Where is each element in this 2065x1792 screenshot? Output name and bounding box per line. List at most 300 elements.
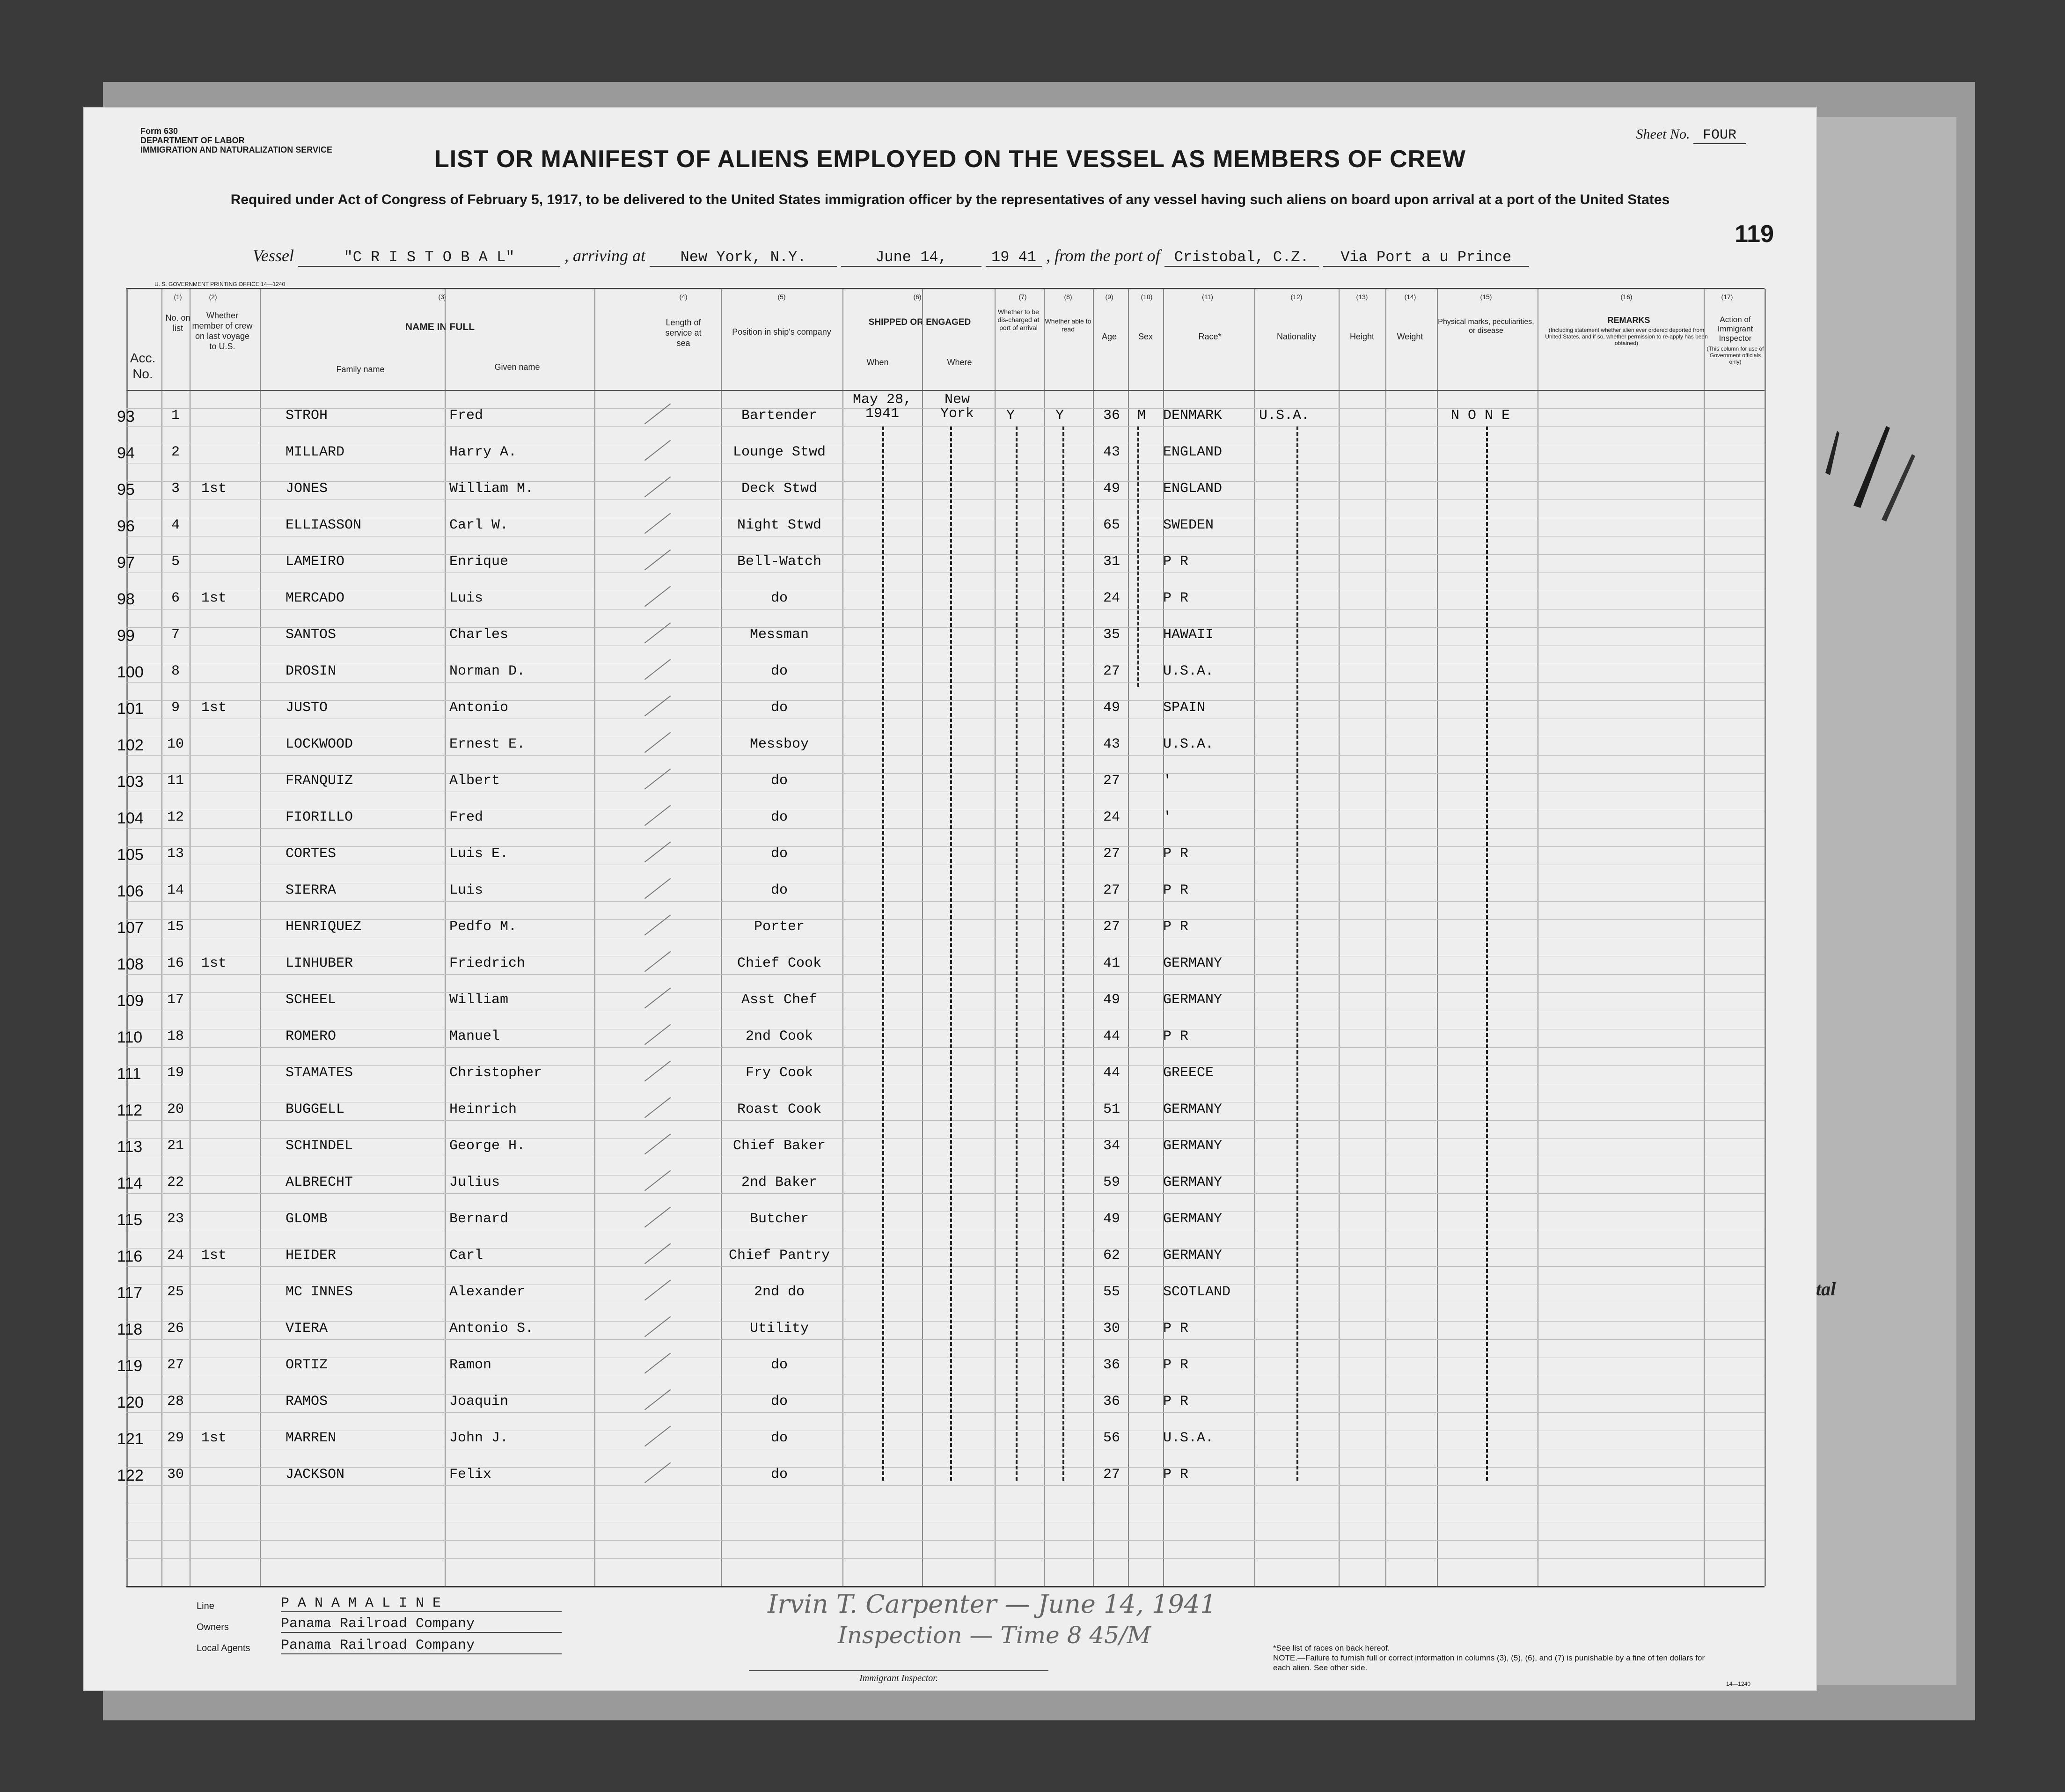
cell-no: 15	[167, 919, 184, 935]
service-tick-mark	[644, 805, 671, 826]
cell-position: Utility	[749, 1321, 809, 1337]
table-row	[117, 541, 1765, 577]
cell-race: GERMANY	[1163, 1211, 1223, 1227]
service-tick-mark	[644, 1243, 671, 1264]
table-row	[117, 1052, 1765, 1088]
cell-no: 8	[171, 663, 180, 679]
cell-position: do	[770, 663, 788, 679]
manifest-page	[84, 108, 1816, 1690]
table-row	[117, 504, 1765, 541]
cell-acc: 119	[117, 1357, 143, 1375]
cell-family: FRANQUIZ	[286, 773, 353, 789]
arriving-port: New York, N.Y.	[650, 249, 837, 267]
cell-position: Messman	[749, 627, 809, 643]
col-nationality: Nationality	[1276, 332, 1317, 341]
arrival-year: 19 41	[986, 249, 1042, 267]
ledger-line	[126, 1558, 1765, 1559]
cell-acc: 115	[117, 1211, 143, 1229]
cell-acc: 122	[117, 1467, 144, 1484]
service-tick-mark	[644, 1134, 671, 1155]
ditto-line	[882, 426, 884, 1481]
cell-position: Deck Stwd	[741, 481, 818, 497]
cell-position: do	[770, 1394, 788, 1410]
cell-acc: 110	[117, 1028, 143, 1046]
service-tick-mark	[644, 1353, 671, 1374]
cell-age: 49	[1103, 1211, 1120, 1227]
cell-family: SIERRA	[286, 882, 337, 898]
cell-given: Luis	[449, 882, 483, 898]
cell-given: Joaquin	[449, 1394, 509, 1410]
cell-no: 10	[167, 736, 184, 752]
table-row	[117, 1454, 1765, 1490]
table-row	[117, 1125, 1765, 1161]
cell-given: Bernard	[449, 1211, 509, 1227]
cell-race: P R	[1163, 1357, 1189, 1373]
cell-race: GERMANY	[1163, 955, 1223, 971]
cell-position: Chief Cook	[737, 955, 822, 971]
cell-position: do	[770, 1357, 788, 1373]
cell-acc: 113	[117, 1138, 143, 1156]
cell-given: Luis	[449, 590, 483, 606]
ditto-line	[1062, 426, 1064, 1481]
service-tick-mark	[644, 732, 671, 753]
cell-no: 4	[171, 517, 180, 533]
stamp-number: 119	[1735, 220, 1774, 248]
col-17-number: (17)	[1721, 293, 1733, 301]
cell-position: Night Stwd	[737, 517, 822, 533]
service-tick-mark	[644, 1207, 671, 1228]
cell-family: HEIDER	[286, 1248, 337, 1263]
line-label: Line	[197, 1601, 214, 1611]
cell-age: 27	[1103, 1467, 1120, 1483]
service-tick-mark	[644, 1061, 671, 1082]
col-length-of-service: Length of service at sea	[665, 318, 702, 348]
cell-given: John J.	[449, 1430, 509, 1446]
cell-no: 23	[167, 1211, 184, 1227]
table-row	[117, 942, 1765, 979]
cell-acc: 101	[117, 700, 144, 718]
cell-no: 7	[171, 627, 180, 643]
col-8-number: (8)	[1064, 293, 1072, 301]
cell-acc: 98	[117, 590, 135, 608]
cell-last: 1st	[201, 955, 227, 971]
cell-position: do	[770, 1467, 788, 1483]
cell-age: 49	[1103, 700, 1120, 716]
cell-given: Fred	[449, 408, 483, 424]
cell-no: 2	[171, 444, 180, 460]
cell-position: 2nd Baker	[741, 1175, 818, 1190]
service-tick-mark	[644, 878, 671, 899]
col-sex: Sex	[1138, 332, 1153, 341]
cell-position: do	[770, 773, 788, 789]
cell-position: do	[770, 700, 788, 716]
table-row	[117, 1015, 1765, 1052]
cell-race: GERMANY	[1163, 992, 1223, 1008]
table-row	[117, 1161, 1765, 1198]
cell-race: U.S.A.	[1163, 663, 1214, 679]
cell-given: Ernest E.	[449, 736, 526, 752]
cell-given: William M.	[449, 481, 534, 497]
agents-value: Panama Railroad Company	[281, 1638, 562, 1654]
vessel-name: "C R I S T O B A L"	[298, 249, 560, 267]
cell-age: 35	[1103, 627, 1120, 643]
cell-no: 22	[167, 1175, 184, 1190]
svg-text:Inspection — Time 8 45/M: Inspection — Time 8 45/M	[838, 1622, 1151, 1648]
cell-last: 1st	[201, 1430, 227, 1446]
table-row	[117, 614, 1765, 650]
col-14-number: (14)	[1404, 293, 1416, 301]
cell-given: Ramon	[449, 1357, 492, 1373]
table-row	[117, 833, 1765, 869]
cell-race: P R	[1163, 1028, 1189, 1044]
cell-race: SWEDEN	[1163, 517, 1214, 533]
departure-port: Cristobal, C.Z.	[1164, 249, 1319, 267]
cell-no: 5	[171, 554, 180, 570]
via-port: Via Port a u Prince	[1323, 249, 1529, 267]
cell-race: '	[1163, 773, 1172, 789]
col-13-number: (13)	[1356, 293, 1368, 301]
form-label: Form 630 DEPARTMENT OF LABOR IMMIGRATION AND NATURALIZATION SERVICE	[140, 126, 332, 154]
cell-age: 36	[1103, 1357, 1120, 1373]
cell-position: do	[770, 882, 788, 898]
cell-age: 31	[1103, 554, 1120, 570]
col-position: Position in ship's company	[732, 327, 831, 337]
cell-no: 6	[171, 590, 180, 606]
cell-no: 21	[167, 1138, 184, 1154]
col-no-on-list: No. on list	[165, 313, 190, 333]
cell-race: ENGLAND	[1163, 481, 1223, 497]
cell-race: P R	[1163, 1321, 1189, 1337]
cell-race: HAWAII	[1163, 627, 1214, 643]
cell-no: 20	[167, 1102, 184, 1117]
col-4-number: (4)	[679, 293, 688, 301]
service-tick-mark	[644, 1316, 671, 1337]
table-row	[117, 431, 1765, 468]
cell-family: GLOMB	[286, 1211, 328, 1227]
cell-race: P R	[1163, 1467, 1189, 1483]
service-tick-mark	[644, 1389, 671, 1410]
cell-race: P R	[1163, 882, 1189, 898]
table-row	[117, 723, 1765, 760]
service-tick-mark	[644, 586, 671, 607]
cell-family: ELLIASSON	[286, 517, 362, 533]
table-row	[117, 1271, 1765, 1307]
cell-age: 41	[1103, 955, 1120, 971]
arrival-date: June 14,	[841, 249, 981, 267]
col-able-to-read: Whether able to read	[1045, 317, 1091, 333]
table-row	[117, 687, 1765, 723]
service-tick-mark	[644, 1280, 671, 1301]
cell-given: Antonio S.	[449, 1321, 534, 1337]
col-action-inspector: Action of Immigrant Inspector	[1717, 315, 1753, 343]
cell-age: 27	[1103, 919, 1120, 935]
cell-no: 19	[167, 1065, 184, 1081]
cell-age: 44	[1103, 1028, 1120, 1044]
cell-no: 27	[167, 1357, 184, 1373]
cell-race: GERMANY	[1163, 1102, 1223, 1117]
cell-given: Heinrich	[449, 1102, 517, 1117]
cell-age: 51	[1103, 1102, 1120, 1117]
table-row	[117, 1344, 1765, 1381]
cell-race: DENMARK	[1163, 408, 1223, 424]
cell-position: Roast Cook	[737, 1102, 822, 1117]
cell-given: Friedrich	[449, 955, 526, 971]
cell-race: GREECE	[1163, 1065, 1214, 1081]
column-divider	[1765, 289, 1766, 1586]
cell-given: Alexander	[449, 1284, 526, 1300]
col-family-name: Family name	[336, 365, 385, 374]
col-3-number: (3)	[438, 293, 447, 301]
table-row	[117, 1198, 1765, 1234]
cell-age: 36	[1103, 1394, 1120, 1410]
line-value: P A N A M A L I N E	[281, 1595, 562, 1612]
cell-age: 49	[1103, 992, 1120, 1008]
cell-family: ALBRECHT	[286, 1175, 353, 1190]
table-row	[117, 1234, 1765, 1271]
cell-acc: 106	[117, 882, 144, 900]
table-row	[117, 577, 1765, 614]
cell-family: FIORILLO	[286, 809, 353, 825]
cell-last: 1st	[201, 700, 227, 716]
side-annotation: tal	[1816, 1278, 1836, 1300]
cell-position: Chief Baker	[732, 1138, 826, 1154]
cell-race: GERMANY	[1163, 1175, 1223, 1190]
col-16-number: (16)	[1620, 293, 1633, 301]
table-row	[117, 1307, 1765, 1344]
cell-family: LAMEIRO	[286, 554, 345, 570]
service-tick-mark	[644, 951, 671, 972]
cell-acc: 93	[117, 408, 135, 426]
owners-label: Owners	[197, 1622, 229, 1632]
form-code: 14—1240	[1726, 1681, 1750, 1687]
cell-family: DROSIN	[286, 663, 337, 679]
cell-family: STROH	[286, 408, 328, 424]
svg-text:Irvin T. Carpenter — June 14,: Irvin T. Carpenter — June 14, 1941	[768, 1589, 1216, 1619]
cell-acc: 95	[117, 481, 135, 499]
cell-last: 1st	[201, 590, 227, 606]
cell-family: HENRIQUEZ	[286, 919, 362, 935]
table-row	[117, 1417, 1765, 1454]
cell-race: SPAIN	[1163, 700, 1206, 716]
cell-given: Carl	[449, 1248, 483, 1263]
service-tick-mark	[644, 1462, 671, 1484]
vessel-line: Vessel "C R I S T O B A L" , arriving at New York, N.Y. June 14, 19 41 , from the port of Cristobal, C.Z. Via Port a u Prince	[253, 246, 1750, 267]
cell-age: 49	[1103, 481, 1120, 497]
cell-position: do	[770, 590, 788, 606]
cell-position: Lounge Stwd	[732, 444, 826, 460]
cell-position: Asst Chef	[741, 992, 818, 1008]
cell-acc: 102	[117, 736, 144, 754]
cell-acc: 111	[117, 1065, 141, 1083]
page-subtitle: Required under Act of Congress of February 5, 1917, to be delivered to the United States immigration officer by the representatives of any vessel having such aliens on board upon arrival at a port of the United States	[230, 192, 1670, 207]
cell-race: ENGLAND	[1163, 444, 1223, 460]
cell-no: 30	[167, 1467, 184, 1483]
table-row	[117, 760, 1765, 796]
cell-given: Julius	[449, 1175, 500, 1190]
agents-label: Local Agents	[197, 1643, 250, 1653]
cell-acc: 114	[117, 1175, 143, 1192]
cell-family: MERCADO	[286, 590, 345, 606]
service-tick-mark	[644, 1426, 671, 1447]
col-5-number: (5)	[777, 293, 786, 301]
cell-race: U.S.A.	[1163, 736, 1214, 752]
cell-marks: N O N E	[1451, 408, 1510, 424]
cell-age: 27	[1103, 663, 1120, 679]
cell-race: P R	[1163, 919, 1189, 935]
service-tick-mark	[644, 659, 671, 680]
cell-position: Porter	[754, 919, 805, 935]
cell-position: Bell-Watch	[737, 554, 822, 570]
service-tick-mark	[644, 842, 671, 863]
col-when: When	[866, 358, 889, 367]
cell-age: 27	[1103, 882, 1120, 898]
cell-read: Y	[1055, 408, 1064, 424]
cell-age: 62	[1103, 1248, 1120, 1263]
col-given-name: Given name	[494, 362, 540, 372]
col-11-number: (11)	[1202, 293, 1213, 301]
owners-value: Panama Railroad Company	[281, 1616, 562, 1633]
cell-age: 27	[1103, 773, 1120, 789]
cell-age: 65	[1103, 517, 1120, 533]
service-tick-mark	[644, 550, 671, 571]
cell-race: P R	[1163, 554, 1189, 570]
ditto-line	[1016, 426, 1018, 1481]
cell-family: STAMATES	[286, 1065, 353, 1081]
cell-position: Chief Pantry	[728, 1248, 830, 1263]
service-tick-mark	[644, 404, 671, 425]
cell-no: 13	[167, 846, 184, 862]
cell-acc: 109	[117, 992, 144, 1010]
col-name-in-full: NAME IN FULL	[405, 322, 475, 332]
ditto-line	[1296, 426, 1298, 1481]
cell-given: Manuel	[449, 1028, 500, 1044]
cell-age: 24	[1103, 809, 1120, 825]
cell-given: Antonio	[449, 700, 509, 716]
cell-family: ROMERO	[286, 1028, 337, 1044]
table-row	[117, 392, 1765, 431]
cell-no: 29	[167, 1430, 184, 1446]
cell-acc: 97	[117, 554, 135, 572]
col-physical-marks: Physical marks, peculiarities, or disease	[1438, 318, 1534, 335]
cell-where: New York	[940, 392, 974, 422]
cell-acc: 108	[117, 955, 144, 973]
cell-acc: 103	[117, 773, 144, 791]
service-tick-mark	[644, 477, 671, 498]
cell-race: '	[1163, 809, 1172, 825]
inspector-label: Immigrant Inspector.	[749, 1670, 1048, 1684]
table-row	[117, 650, 1765, 687]
cell-age: 59	[1103, 1175, 1120, 1190]
cell-family: SCHINDEL	[286, 1138, 353, 1154]
cell-when: May 28, 1941	[852, 392, 912, 422]
manifest-table	[117, 288, 1765, 1587]
cell-family: VIERA	[286, 1321, 328, 1337]
col-shipped-engaged: SHIPPED OR ENGAGED	[868, 317, 971, 327]
table-row	[117, 1381, 1765, 1417]
cell-age: 43	[1103, 444, 1120, 460]
cell-no: 17	[167, 992, 184, 1008]
table-row	[117, 796, 1765, 833]
col-6-number: (6)	[913, 293, 922, 301]
cell-acc: 117	[117, 1284, 143, 1302]
cell-age: 55	[1103, 1284, 1120, 1300]
cell-nationality: U.S.A.	[1259, 408, 1310, 424]
cell-family: LINHUBER	[286, 955, 353, 971]
header-divider	[126, 390, 1765, 391]
cell-sex: M	[1137, 408, 1146, 424]
cell-position: 2nd do	[754, 1284, 805, 1300]
cell-discharged: Y	[1006, 408, 1015, 424]
col-2-number: (2)	[209, 293, 217, 301]
service-tick-mark	[644, 1170, 671, 1191]
cell-age: 24	[1103, 590, 1120, 606]
printing-office: U. S. GOVERNMENT PRINTING OFFICE 14—1240	[154, 281, 286, 287]
cell-position: do	[770, 1430, 788, 1446]
table-row	[117, 468, 1765, 504]
cell-acc: 107	[117, 919, 144, 937]
cell-given: Pedfo M.	[449, 919, 517, 935]
col-15-number: (15)	[1480, 293, 1492, 301]
cell-position: Messboy	[749, 736, 809, 752]
cell-position: do	[770, 809, 788, 825]
ditto-line	[1486, 426, 1488, 1481]
cell-acc: 99	[117, 627, 135, 645]
col-10-number: (10)	[1141, 293, 1153, 301]
cell-no: 18	[167, 1028, 184, 1044]
cell-family: RAMOS	[286, 1394, 328, 1410]
service-tick-mark	[644, 623, 671, 644]
cell-race: GERMANY	[1163, 1138, 1223, 1154]
col-1-number: (1)	[174, 293, 182, 301]
cell-acc: 116	[117, 1248, 143, 1265]
service-tick-mark	[644, 440, 671, 461]
col-age: Age	[1101, 332, 1117, 341]
col-race: Race*	[1198, 332, 1222, 341]
col-last-voyage: Whether member of crew on last voyage to U.S.	[192, 311, 253, 351]
cell-race: U.S.A.	[1163, 1430, 1214, 1446]
cell-family: MC INNES	[286, 1284, 353, 1300]
cell-acc: 121	[117, 1430, 144, 1448]
cell-family: JONES	[286, 481, 328, 497]
cell-given: Enrique	[449, 554, 509, 570]
service-tick-mark	[644, 988, 671, 1009]
cell-acc: 104	[117, 809, 144, 827]
cell-family: ORTIZ	[286, 1357, 328, 1373]
cell-position: 2nd Cook	[745, 1028, 813, 1044]
cell-race: P R	[1163, 590, 1189, 606]
cell-family: JACKSON	[286, 1467, 345, 1483]
cell-given: Albert	[449, 773, 500, 789]
ditto-line	[1137, 426, 1139, 687]
cell-acc: 120	[117, 1394, 144, 1411]
table-row	[117, 979, 1765, 1015]
cell-given: Carl W.	[449, 517, 509, 533]
cell-race: SCOTLAND	[1163, 1284, 1231, 1300]
col-where: Where	[947, 358, 972, 367]
service-tick-mark	[644, 513, 671, 534]
cell-given: Fred	[449, 809, 483, 825]
cell-given: Christopher	[449, 1065, 542, 1081]
col-acc-no: Acc. No.	[130, 351, 156, 381]
col-remarks-note: (Including statement whether alien ever ordered deported from United States, and if so, whether permission to re-apply has been obtained)	[1545, 327, 1708, 346]
cell-age: 56	[1103, 1430, 1120, 1446]
cell-position: do	[770, 846, 788, 862]
cell-acc: 112	[117, 1102, 143, 1119]
cell-family: JUSTO	[286, 700, 328, 716]
footnotes: *See list of races on back hereof. NOTE.—Failure to furnish full or correct information in columns (3), (5), (6), and (7) is punishable by a fine of ten dollars for each alien. See other side.	[1273, 1644, 1705, 1672]
cell-family: MILLARD	[286, 444, 345, 460]
cell-last: 1st	[201, 1248, 227, 1263]
